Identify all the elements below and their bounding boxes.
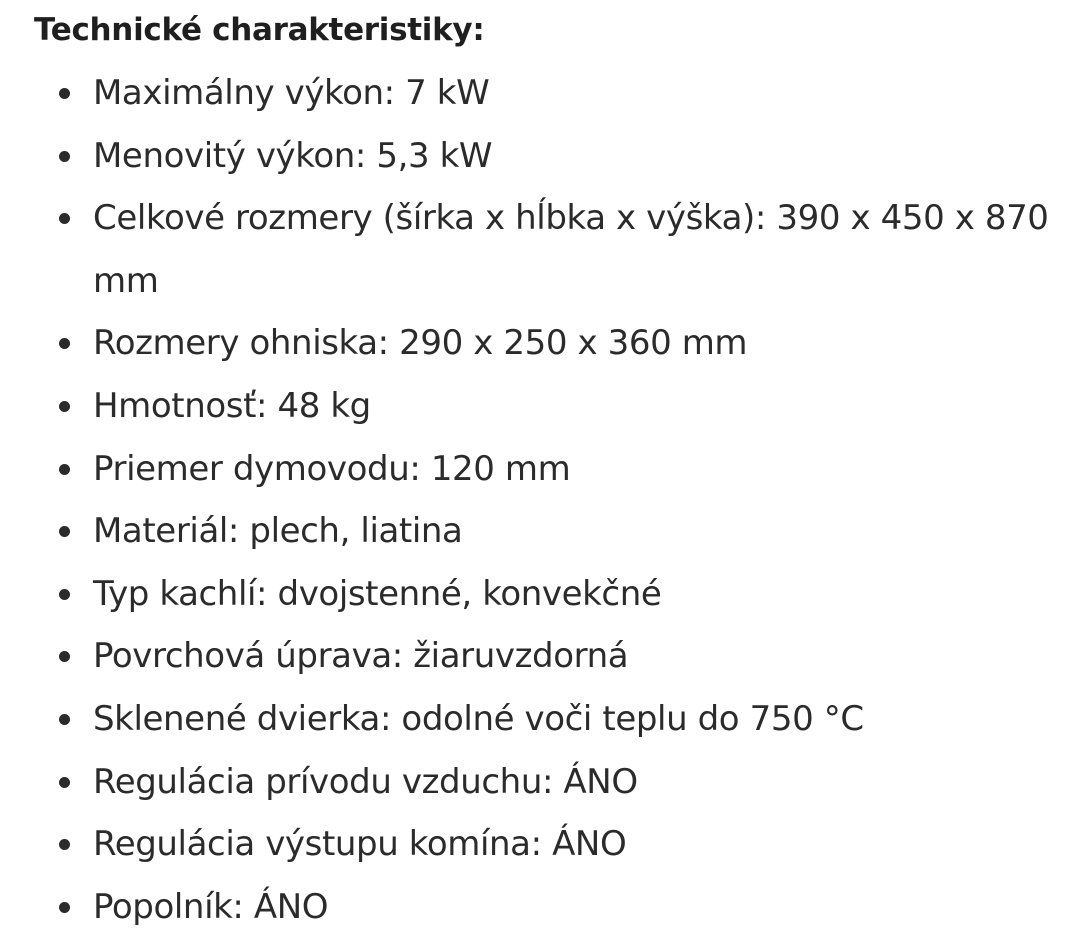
bullet-icon (59, 213, 70, 224)
bullet-icon (59, 902, 70, 913)
spec-item (34, 813, 1064, 876)
spec-item (34, 751, 1064, 814)
bullet-icon (59, 714, 70, 725)
spec-text: Regulácia prívodu vzduchu: ÁNO (93, 761, 638, 802)
bullet-icon (59, 401, 70, 412)
spec-text: Regulácia výstupu komína: ÁNO (93, 824, 627, 865)
spec-item (34, 688, 1064, 751)
spec-item (34, 438, 1064, 501)
spec-item (34, 876, 1064, 939)
spec-text: Typ kachlí: dvojstenné, konvekčné (93, 573, 662, 614)
bullet-icon (59, 589, 70, 600)
specs-heading: Technické charakteristiky: (34, 12, 485, 48)
bullet-icon (59, 88, 70, 99)
spec-item (34, 62, 1064, 125)
spec-item (34, 312, 1064, 375)
bullet-icon (59, 839, 70, 850)
spec-item (34, 187, 1064, 312)
technical-specs-section (34, 0, 1064, 938)
spec-text: Sklenené dvierka: odolné voči teplu do 750 °C (93, 698, 864, 739)
spec-item (34, 500, 1064, 563)
bullet-icon (59, 464, 70, 475)
spec-text: Celkové rozmery (šírka x hĺbka x výška): 390 x 450 x 870 mm (93, 198, 1049, 301)
spec-item (34, 125, 1064, 188)
bullet-icon (59, 338, 70, 349)
spec-text: Popolník: ÁNO (93, 886, 329, 927)
spec-item (34, 375, 1064, 438)
specs-list (34, 62, 1064, 938)
bullet-icon (59, 651, 70, 662)
spec-item (34, 563, 1064, 626)
spec-text: Povrchová úprava: žiaruvzdorná (93, 636, 629, 677)
bullet-icon (59, 526, 70, 537)
spec-text: Hmotnosť: 48 kg (93, 385, 371, 426)
spec-text: Menovitý výkon: 5,3 kW (93, 135, 493, 176)
spec-text: Maximálny výkon: 7 kW (93, 73, 490, 113)
spec-text: Rozmery ohniska: 290 x 250 x 360 mm (93, 323, 748, 364)
bullet-icon (59, 151, 70, 162)
spec-text: Materiál: plech, liatina (93, 511, 463, 552)
bullet-icon (59, 777, 70, 788)
spec-item (34, 625, 1064, 688)
spec-text: Priemer dymovodu: 120 mm (93, 448, 571, 489)
